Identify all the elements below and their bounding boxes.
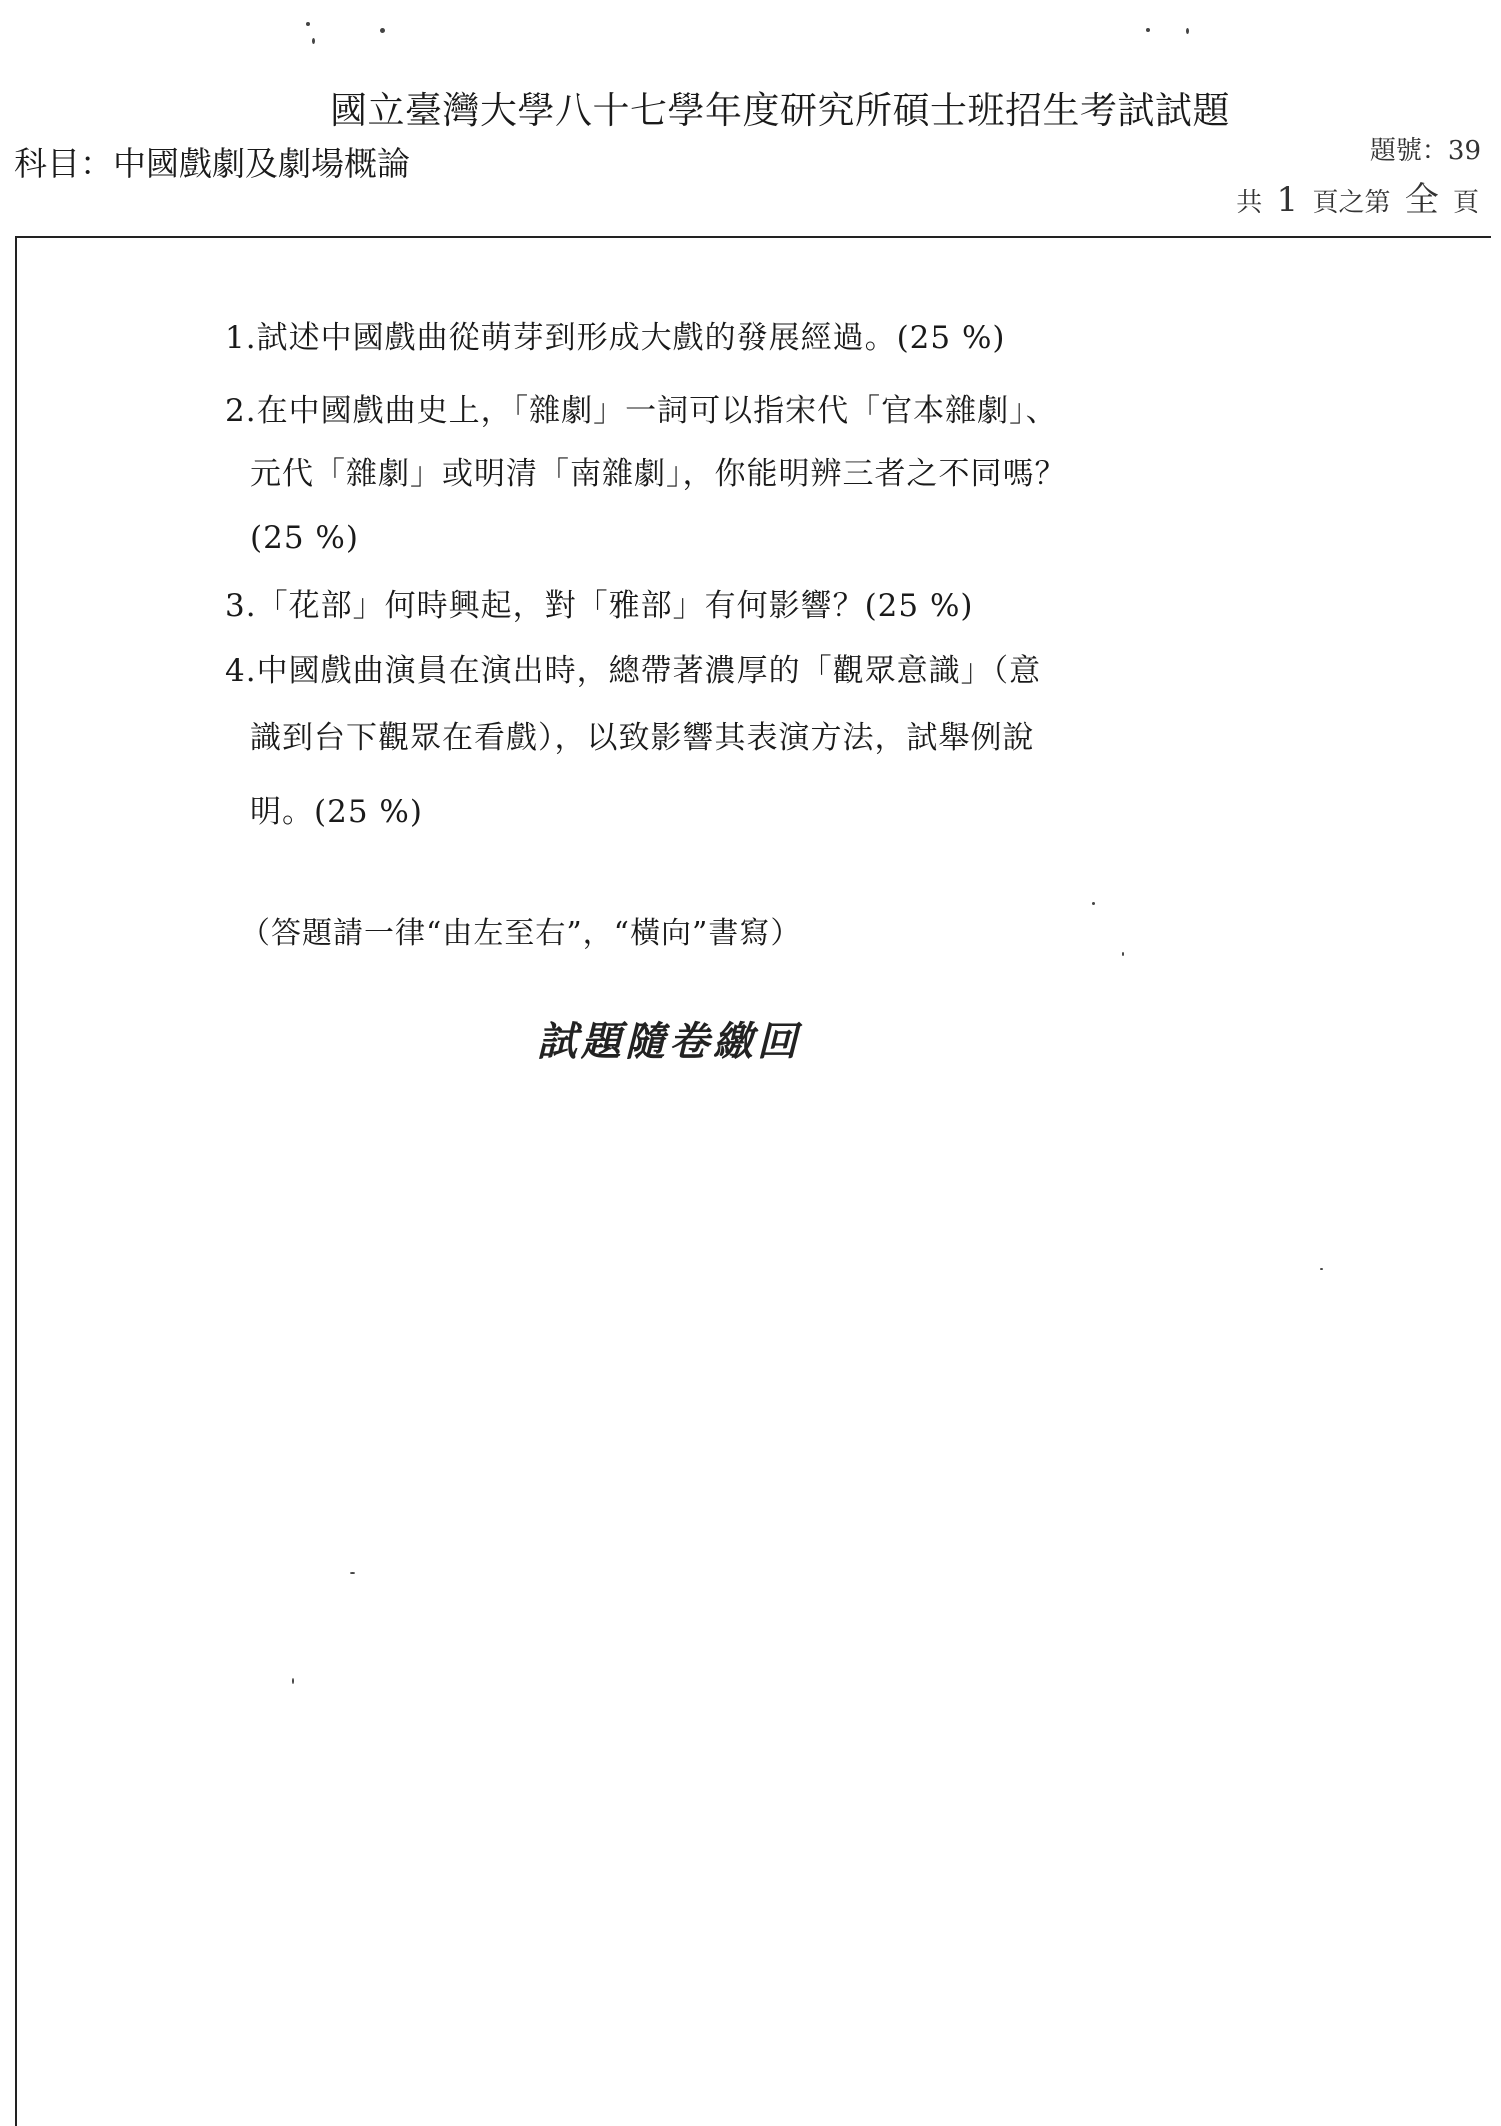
scan-speck: [1092, 902, 1095, 905]
scan-speck: [1146, 28, 1150, 32]
question-number: 題號：39: [1369, 136, 1481, 166]
scan-speck: [306, 22, 310, 26]
question-4-line-3: 明。(25 %): [250, 794, 423, 830]
pages-suffix: 頁: [1452, 188, 1479, 218]
pages-total: 1: [1276, 180, 1299, 220]
pages-mid: 頁之第: [1312, 188, 1391, 218]
page-title: 國立臺灣大學八十七學年度研究所碩士班招生考試試題: [330, 89, 1230, 132]
pages-prefix: 共: [1236, 188, 1263, 218]
question-4-line-1: 4.中國戲曲演員在演出時，總帶著濃厚的「觀眾意識」（意: [225, 653, 1042, 689]
return-stamp: 試題隨卷繳回: [537, 1018, 801, 1065]
answer-instruction: （答題請一律“由左至右”，“橫向”書寫）: [240, 916, 802, 951]
scan-speck: [350, 1572, 355, 1574]
scan-speck: [1320, 1268, 1323, 1270]
scan-speck: [1122, 952, 1124, 956]
scan-speck: [312, 38, 315, 44]
question-3-line-1: 3.「花部」何時興起，對「雅部」有何影響？(25 %): [225, 588, 974, 624]
subject-label: 科目：中國戲劇及劇場概論: [14, 144, 410, 183]
exam-frame: [15, 236, 1491, 2126]
pages-current: 全: [1404, 180, 1439, 220]
page-count: [1236, 172, 1479, 221]
scan-speck: [380, 28, 385, 33]
scan-speck: [1186, 28, 1189, 34]
scan-speck: [292, 1678, 294, 1684]
question-2-line-2: 元代「雜劇」或明清「南雜劇」，你能明辨三者之不同嗎？: [250, 456, 1067, 492]
question-4-line-2: 識到台下觀眾在看戲），以致影響其表演方法，試舉例說: [250, 720, 1035, 756]
question-2-line-1: 2.在中國戲曲史上，「雜劇」一詞可以指宋代「官本雜劇」、: [225, 393, 1058, 429]
question-2-line-3: (25 %): [250, 520, 359, 556]
question-1-line-1: 1.試述中國戲曲從萌芽到形成大戲的發展經過。(25 %): [225, 320, 1006, 356]
